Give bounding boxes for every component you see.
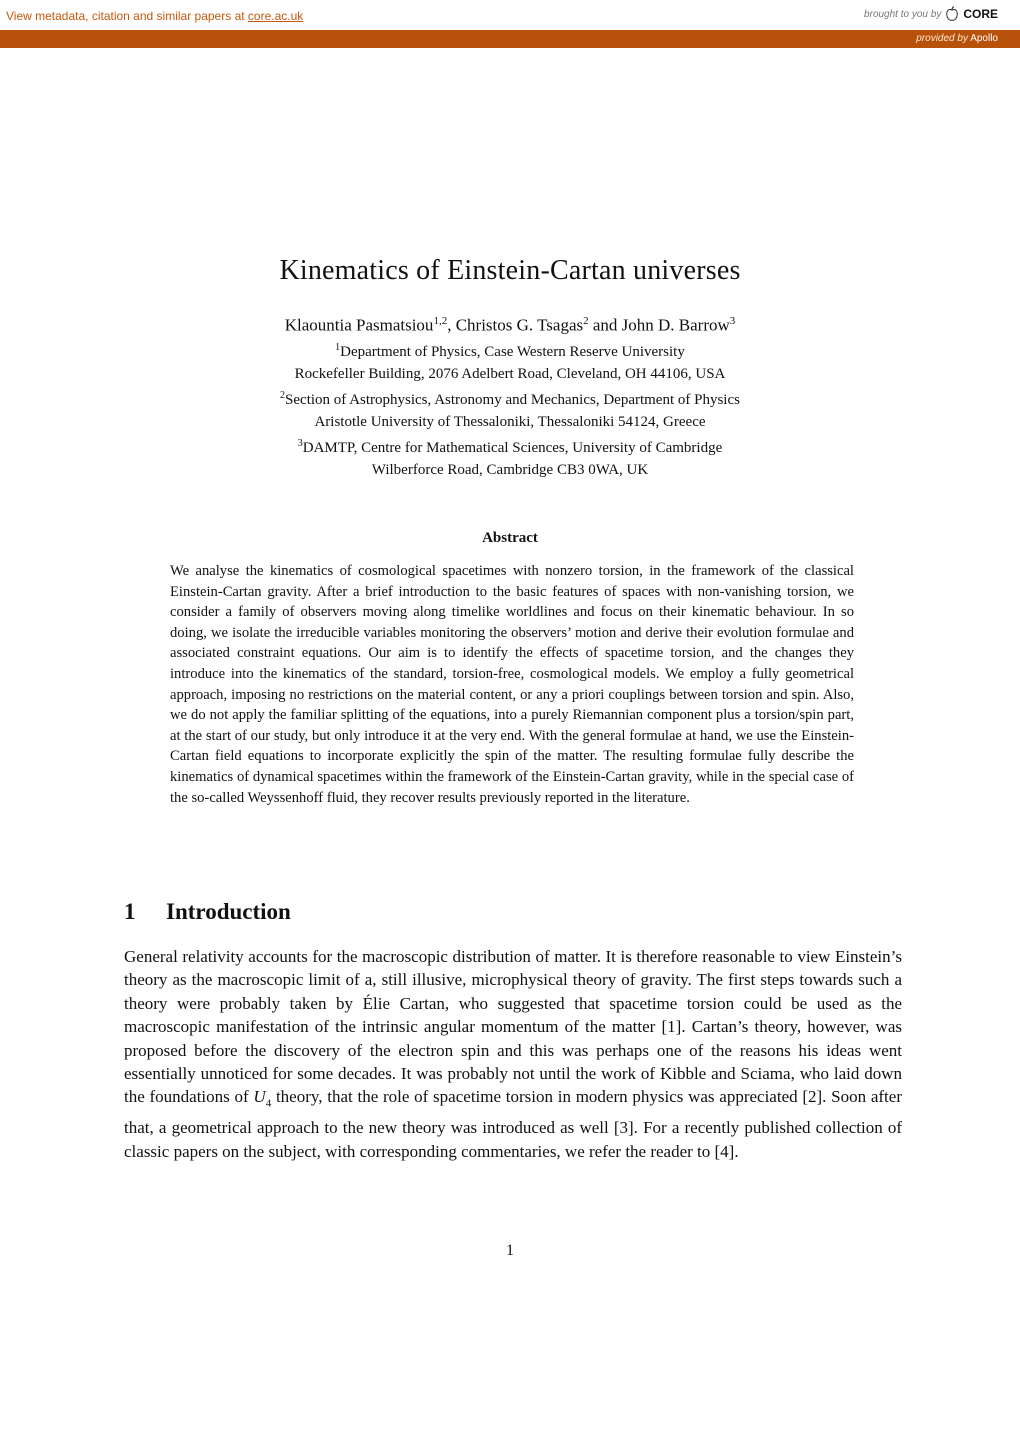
section-heading (124, 899, 291, 925)
abstract-text: We analyse the kinematics of cosmological spacetimes with nonzero torsion, in the framework of the classical Einstein-Cartan gravity. After a brief introduction to the basic features of spaces with non-vanishing torsion, we consider a family of observers moving along timelike worldlines and focus on their kinematic behaviour. In so doing, we isolate the irreducible variables monitoring the observers’ motion and derive their evolution formulae and associated constraint equations. Our aim is to identify the effects of spacetime torsion, and the changes they introduce into the kinematics of the standard, torsion-free, cosmological models. We employ a fully geometrical approach, imposing no restrictions on the material content, or any a priori couplings between torsion and spin. Also, we do not apply the familiar splitting of the equations, into a purely Riemannian component plus a torsion/spin part, at the start of our study, but only introduce it at the very end. With the general formulae at hand, we use the Einstein-Cartan field equations to incorporate explicitly the spin of the matter. The resulting formulae fully describe the kinematics of dynamical spacetimes within the framework of the Einstein-Cartan gravity, while in the special case of the so-called Weyssenhoff fluid, they recover results previously reported in the literature. (170, 563, 854, 806)
core-logo: CORE (963, 7, 998, 21)
affiliation-text: DAMTP, Centre for Mathematical Sciences, University of Cambridge (302, 440, 723, 456)
orange-bar (0, 30, 1020, 48)
affiliation-line (0, 438, 1020, 457)
author-name: Klaountia Pasmatsiou (284, 315, 434, 335)
author-name: , Christos G. Tsagas (447, 315, 584, 335)
metadata-text: View metadata, citation and similar papers at (6, 9, 248, 23)
affiliation-text: Aristotle University of Thessaloniki, Thessaloniki 54124, Greece (314, 414, 706, 430)
core-link[interactable]: core.ac.uk (247, 9, 304, 23)
provider-name: Apollo (970, 33, 998, 44)
affiliation-line (0, 366, 1020, 383)
author-list (0, 315, 1020, 336)
core-banner (0, 0, 1020, 48)
affiliation-sup: 1 (335, 342, 341, 353)
author-affil-sup: 2 (583, 315, 589, 327)
author-name: and John D. Barrow (588, 315, 730, 335)
math-symbol: U (253, 1087, 266, 1107)
provided-by-label: provided by (916, 33, 968, 44)
brought-by[interactable] (864, 6, 998, 22)
metadata-line (6, 9, 303, 23)
author-affil-sup: 1,2 (433, 315, 448, 327)
section-title: Introduction (166, 899, 291, 924)
affiliation-text: Wilberforce Road, Cambridge CB3 0WA, UK (371, 462, 649, 478)
affiliation-sup: 2 (280, 390, 286, 401)
abstract-heading: Abstract (482, 530, 538, 546)
affiliation-text: Section of Astrophysics, Astronomy and Mechanics, Department of Physics (285, 392, 740, 408)
intro-paragraph (124, 945, 902, 1163)
intro-text: General relativity accounts for the macroscopic distribution of matter. It is therefore reasonable to view Einstein’s theory as the macroscopic limit of a, still illusive, microphysical theory of gravity. The first steps towards such a theory were probably taken by Élie Cartan, who suggested that spacetime torsion could be used as the macroscopic manifestation of the intrinsic angular momentum of the matter [1]. Cartan’s theory, however, was proposed before the discovery of the electron spin and this was perhaps one of the reasons his ideas went essentially unnoticed for some decades. It was probably not until the work of Kibble and Sciama, who laid down the foundations of (124, 947, 902, 1107)
affiliation-line (0, 462, 1020, 479)
author-affil-sup: 3 (729, 315, 736, 327)
affiliation-line (0, 414, 1020, 431)
provided-by[interactable] (916, 33, 998, 44)
affiliation-text: Department of Physics, Case Western Reserve University (340, 344, 685, 360)
brought-by-label: brought to you by (864, 8, 942, 20)
intro-text: theory, that the role of spacetime torsion in modern physics was appreciated [2]. Soon after that, a geometrical approach to the new theory was introduced as well [3]. For a recently published collection of classic papers on the subject, with corresponding commentaries, we refer the reader to [4]. (124, 1087, 902, 1161)
affiliation-text: Rockefeller Building, 2076 Adelbert Road, Cleveland, OH 44106, USA (294, 366, 726, 382)
paper-title: Kinematics of Einstein-Cartan universes (279, 255, 741, 286)
core-apple-icon (945, 6, 959, 22)
affiliation-line (0, 342, 1020, 361)
section-number: 1 (124, 899, 136, 924)
affiliation-sup: 3 (297, 438, 303, 449)
page-number: 1 (506, 1242, 514, 1259)
math-subscript: 4 (265, 1097, 272, 1110)
affiliation-line (0, 390, 1020, 409)
